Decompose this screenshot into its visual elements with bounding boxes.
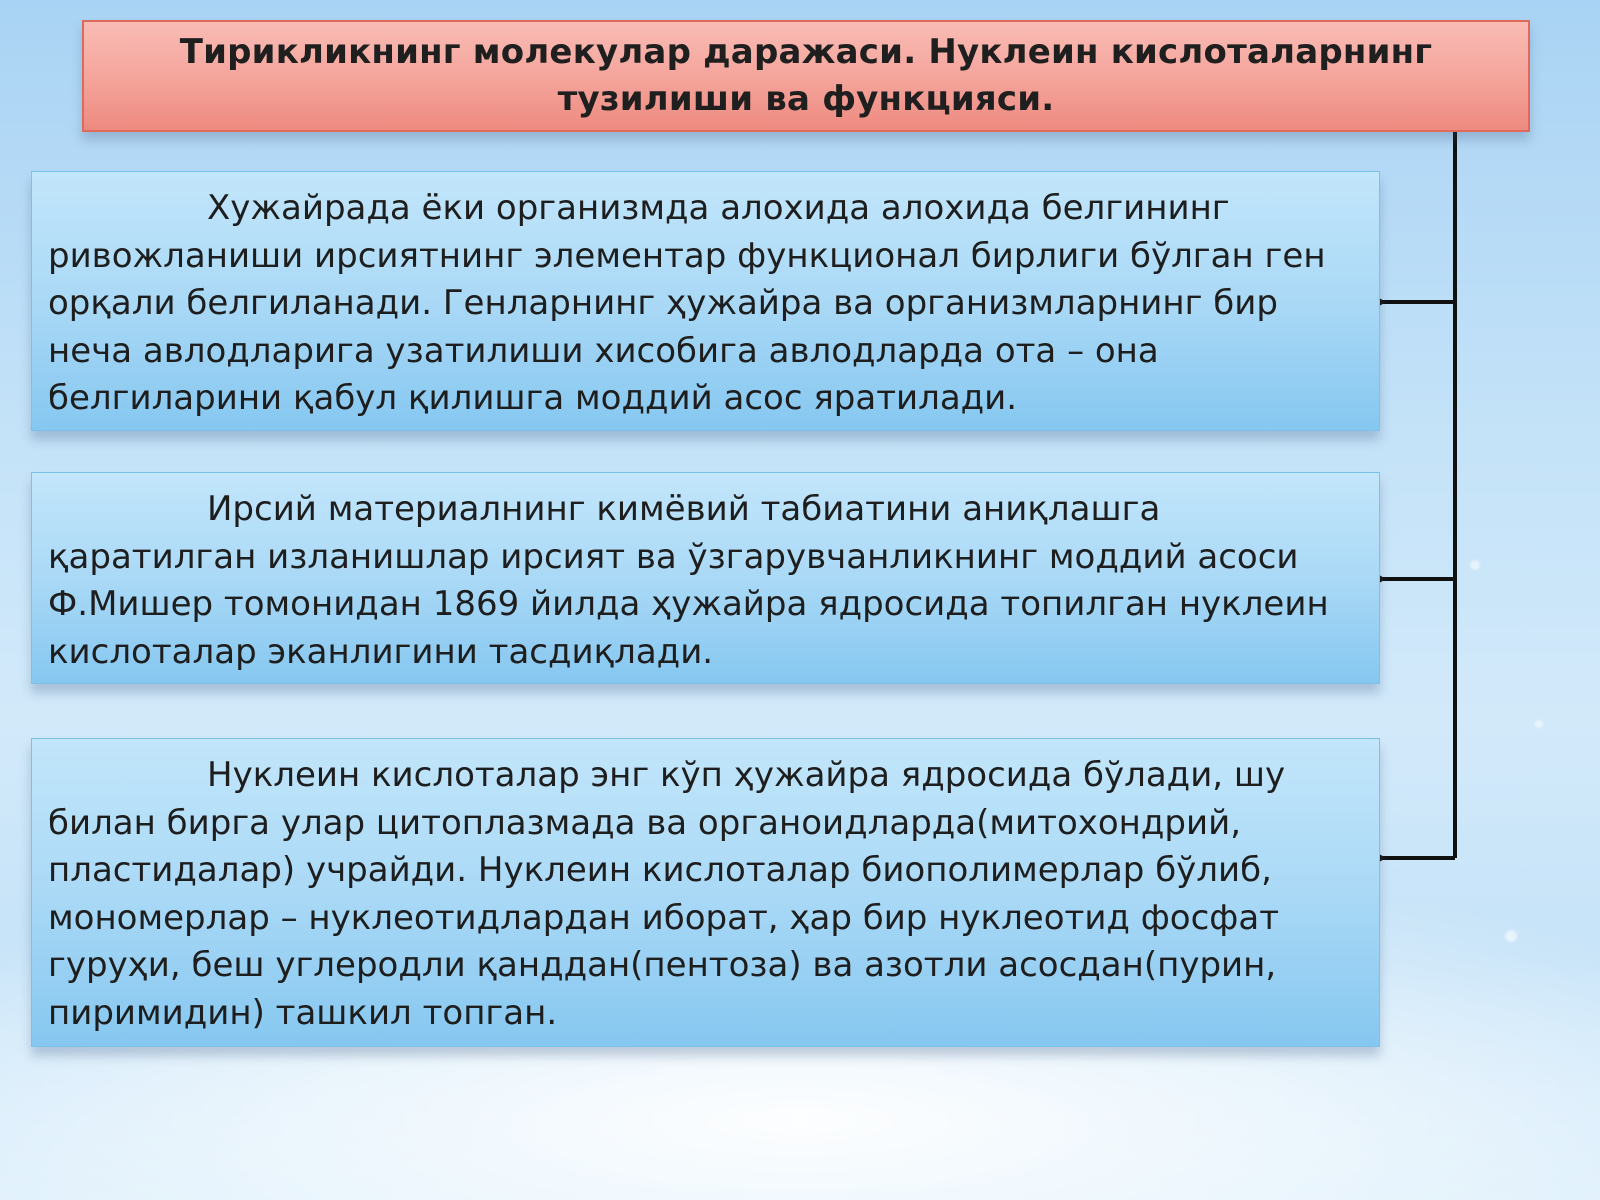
background-sparkle bbox=[1535, 720, 1543, 728]
title-box bbox=[82, 20, 1530, 132]
info-card-3 bbox=[31, 738, 1380, 1047]
background-sparkle bbox=[1470, 560, 1480, 570]
card-text: Хужайрада ёки организмда алохида алохида белгининг ривожланиши ирсиятнинг элементар функционал бирлиги бўлган ген орқали белгиланади. Генларнинг ҳужайра ва организмларнинг бир неча авлодларига узатилиши хисобига авлодларда ота – она белгиларини қабул қилишга моддий асос яратилади. bbox=[48, 188, 1326, 418]
info-card-1 bbox=[31, 171, 1380, 431]
background-sparkle bbox=[1505, 930, 1517, 942]
slide-title: Тирикликнинг молекулар даражаси. Нуклеин кислоталарнинг тузилиши ва функцияси. bbox=[179, 32, 1433, 119]
card-text: Нуклеин кислоталар энг кўп ҳужайра ядросида бўлади, шу билан бирга улар цитоплазмада ва органоидларда(митохондрий, пластидалар) учрайди. Нуклеин кислоталар биополимерлар бўлиб, мономерлар – нуклеотидлардан иборат, ҳар бир нуклеотид фосфат гуруҳи, беш углеродли қанддан(пентоза) ва азотли асосдан(пурин, пиримидин) ташкил топган. bbox=[48, 755, 1286, 1033]
card-text: Ирсий материалнинг кимёвий табиатини аниқлашга қаратилган изланишлар ирсият ва ўзгарувчанликнинг моддий асоси Ф.Мишер томонидан 1869 йилда ҳужайра ядросида топилган нуклеин кислоталар эканлигини тасдиқлади. bbox=[48, 489, 1329, 672]
info-card-2 bbox=[31, 472, 1380, 684]
